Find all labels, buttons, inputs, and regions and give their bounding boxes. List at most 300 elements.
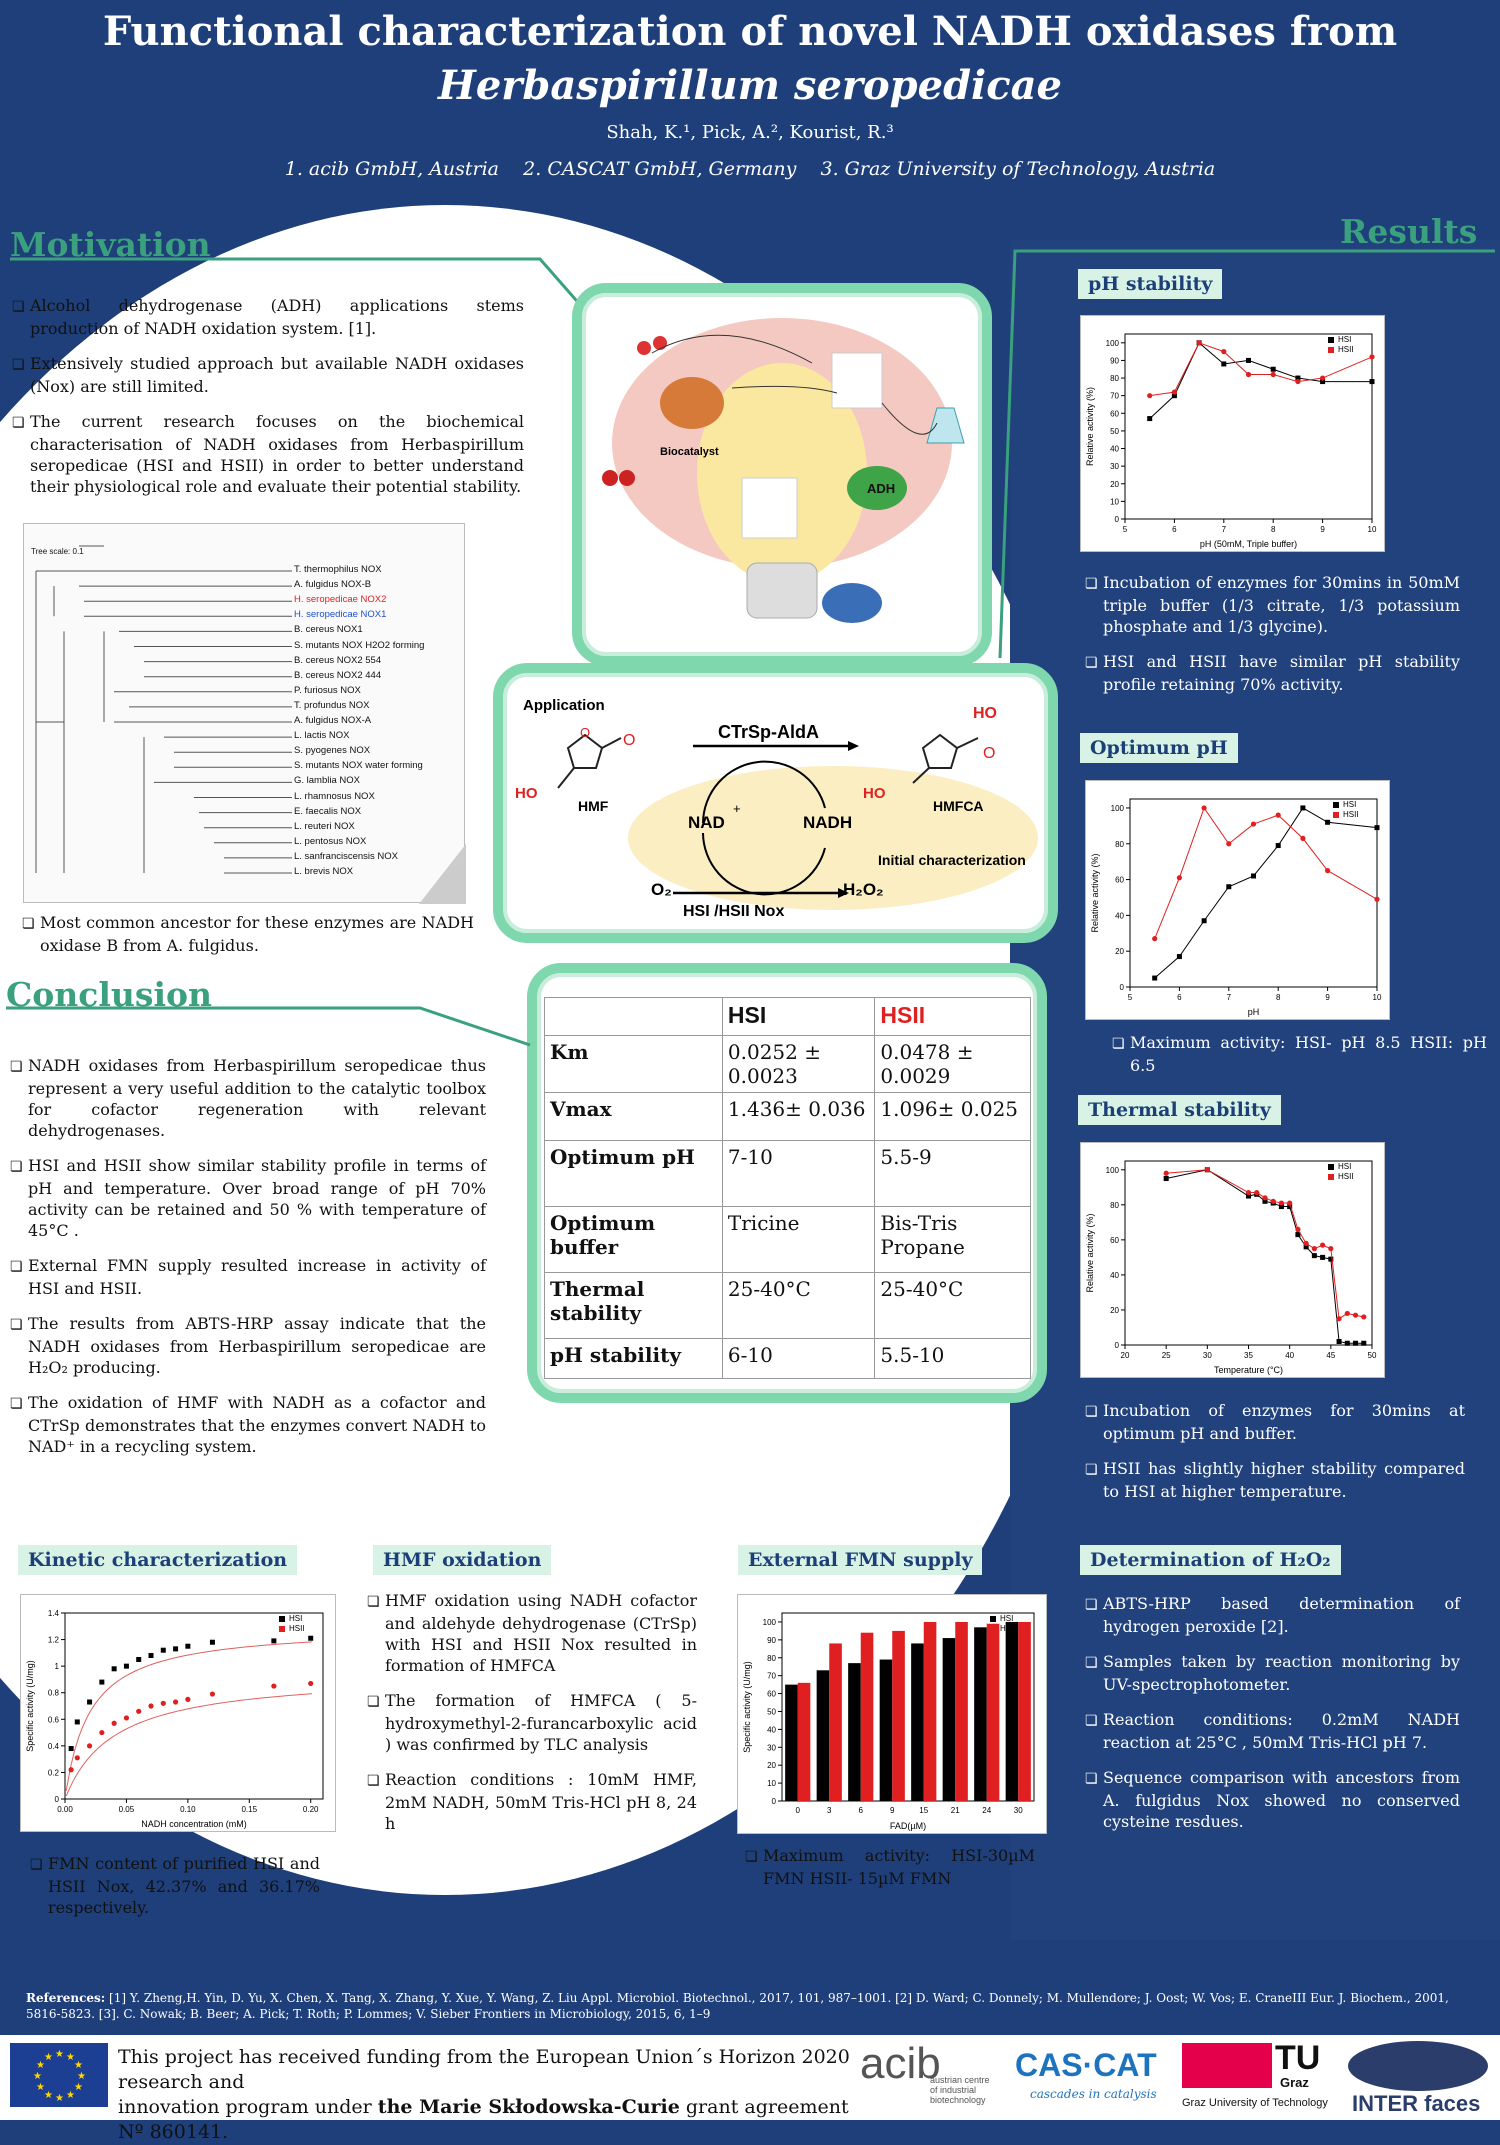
thermal-bullets: ❏ Incubation of enzymes for 30mins at optimum pH and buffer. ❏ HSII has slightly higher stability compared to HSI at higher temperature. bbox=[1085, 1400, 1465, 1516]
eu-star: ★ bbox=[77, 2071, 86, 2082]
point-hsii bbox=[1304, 1241, 1309, 1246]
y-tick-label: 90 bbox=[1110, 356, 1119, 366]
ph-stability-bullets: ❏ Incubation of enzymes for 30mins in 50mM triple buffer (1/3 citrate, 1/3 potassium phosphate and 1/3 glycine). ❏ HSI and HSII have similar pH stability profile retaining 70% activity. bbox=[1085, 572, 1460, 709]
tree-leaf-label: S. mutants NOX water forming bbox=[294, 760, 423, 772]
point-hsii bbox=[185, 1697, 190, 1702]
x-tick-label: 45 bbox=[1326, 1351, 1336, 1360]
illustration-card bbox=[572, 283, 992, 666]
motivation-bullet-3: ❏ The current research focuses on the biochemical characterisation of NADH oxidases from Herbaspirillum seropedicae (HSI and HSII) in order to better understand their physiological role and evaluate their potential stability. bbox=[12, 411, 524, 497]
y-tick-label: 100 bbox=[1105, 1165, 1119, 1175]
adh-label: ADH bbox=[867, 481, 896, 496]
tree-leaf-label: H. seropedicae NOX1 bbox=[294, 609, 387, 621]
tree-leaf-label: H. seropedicae NOX2 bbox=[294, 594, 387, 606]
x-axis-label: Temperature (°C) bbox=[1213, 1365, 1284, 1375]
h2o2-title: Determination of H₂O₂ bbox=[1080, 1545, 1341, 1575]
chart-thermal-stability bbox=[1080, 1142, 1385, 1378]
biocatalyst-label: Biocatalyst bbox=[660, 446, 719, 458]
point-hsi bbox=[185, 1644, 190, 1649]
eu-star: ★ bbox=[35, 2082, 45, 2093]
legend-entry: HSI bbox=[1000, 1614, 1014, 1623]
point-hsi bbox=[1276, 843, 1281, 848]
y-tick-label: 40 bbox=[1115, 911, 1124, 921]
y-tick-label: 20 bbox=[1110, 1305, 1119, 1315]
x-tick-label: 8 bbox=[1275, 993, 1281, 1002]
svg-text:O: O bbox=[623, 732, 636, 749]
tree-leaf-label: L. sanfranciscensis NOX bbox=[294, 850, 399, 862]
application-label: Application bbox=[523, 697, 605, 714]
point-hsii bbox=[1336, 1316, 1341, 1321]
bar-hsi bbox=[943, 1638, 956, 1801]
legend-entry: HSII bbox=[1338, 345, 1354, 354]
bar-hsi bbox=[974, 1627, 987, 1801]
chart-fmn bbox=[737, 1594, 1047, 1834]
table-header-hsi: HSI bbox=[722, 998, 875, 1036]
x-tick-label: 0.15 bbox=[241, 1805, 258, 1814]
tree-leaf-label: P. furiosus NOX bbox=[294, 684, 361, 696]
svg-text:HO: HO bbox=[515, 785, 538, 802]
eu-star: ★ bbox=[35, 2060, 45, 2071]
y-tick-label: 10 bbox=[1110, 497, 1119, 507]
x-tick-label: 0.05 bbox=[118, 1805, 135, 1814]
point-hsii bbox=[75, 1755, 80, 1760]
tree-leaf-label: L. brevis NOX bbox=[294, 866, 354, 877]
point-hsii bbox=[1251, 821, 1256, 826]
chart-ph-stability bbox=[1080, 315, 1385, 552]
tree-leaf-label: E. faecalis NOX bbox=[294, 805, 362, 817]
point-hsi bbox=[1320, 1255, 1325, 1260]
x-tick-label: 15 bbox=[919, 1806, 929, 1815]
x-tick-label: 9 bbox=[1320, 525, 1325, 534]
x-tick-label: 30 bbox=[1013, 1806, 1023, 1815]
legend-swatch bbox=[1328, 347, 1334, 353]
x-tick-label: 3 bbox=[827, 1806, 832, 1815]
point-hsi bbox=[1361, 1341, 1366, 1346]
series-line-hsii bbox=[1155, 808, 1377, 939]
eu-star: ★ bbox=[66, 2090, 75, 2102]
tree-leaf-label: L. lactis NOX bbox=[294, 730, 350, 742]
series-line-hsi bbox=[1155, 808, 1377, 978]
motivation-bullet-2: ❏ Extensively studied approach but available NADH oxidases (Nox) are still limited. bbox=[12, 353, 524, 397]
x-tick-label: 0.00 bbox=[57, 1805, 73, 1814]
y-tick-label: 0 bbox=[1114, 1341, 1119, 1350]
tree-leaf-label: T. thermophilus NOX bbox=[294, 564, 382, 575]
point-hsii bbox=[99, 1730, 104, 1735]
y-tick-label: 90 bbox=[767, 1635, 776, 1645]
point-hsi bbox=[69, 1746, 74, 1751]
acib-subtitle: austrian centre of industrial biotechnology bbox=[930, 2075, 990, 2105]
legend-entry: HSII bbox=[1000, 1624, 1016, 1633]
point-hsi bbox=[124, 1664, 129, 1669]
application-card bbox=[493, 663, 1058, 943]
cascat-logo: CAS·CAT bbox=[1015, 2047, 1157, 2083]
point-hsi bbox=[87, 1700, 92, 1705]
eu-star: ★ bbox=[33, 2071, 42, 2082]
enzyme-label: CTrSp-AldA bbox=[718, 722, 819, 742]
tree-leaf-label: L. rhamnosus NOX bbox=[294, 790, 375, 802]
point-hsi bbox=[112, 1666, 117, 1671]
y-tick-label: 40 bbox=[767, 1725, 776, 1735]
legend-swatch bbox=[1328, 1164, 1334, 1170]
y-tick-label: 60 bbox=[1115, 875, 1124, 885]
biocatalyst-protein-icon bbox=[660, 377, 724, 429]
page-curl bbox=[419, 844, 466, 904]
point-hsi bbox=[1337, 1339, 1342, 1344]
y-tick-label: 20 bbox=[1115, 947, 1124, 957]
point-hsii bbox=[210, 1691, 215, 1696]
point-hsi bbox=[1164, 1176, 1169, 1181]
y-tick-label: 50 bbox=[1110, 426, 1119, 436]
point-hsii bbox=[1254, 1190, 1259, 1195]
conclusion-bullets: ❏ NADH oxidases from Herbaspirillum seropedicae thus represent a very useful addition to the catalytic toolbox for cofactor regeneration with relevant dehydrogenases. ❏ HSI and HSII show similar stability profile in terms of pH and temperature. Over broad range of pH 70% activity can be retained and 50 % with temperature of 45°C . ❏ External FMN supply resulted increase in activity of HSI and HSII. ❏ The results from ABTS-HRP assay indicate that the NADH oxidases from Herbaspirillum seropedicae are H₂O₂ producing. ❏ The oxidation of HMF with NADH as a cofactor and CTrSp demonstrates that the enzymes convert NADH to NAD⁺ in a recycling system. bbox=[10, 1055, 486, 1471]
y-tick-label: 30 bbox=[767, 1743, 776, 1753]
y-tick-label: 20 bbox=[767, 1761, 776, 1771]
point-hsii bbox=[161, 1701, 166, 1706]
point-hsii bbox=[1164, 1171, 1169, 1176]
tu-graz-logo-mark bbox=[1182, 2043, 1272, 2088]
svg-text:H₂O₂: H₂O₂ bbox=[843, 880, 884, 899]
legend-entry: HSI bbox=[289, 1614, 303, 1623]
bar-hsii bbox=[1018, 1622, 1031, 1801]
results-heading: Results bbox=[1340, 212, 1478, 251]
point-hsii bbox=[1226, 841, 1231, 846]
point-hsi bbox=[1325, 820, 1330, 825]
y-tick-label: 0.4 bbox=[47, 1741, 59, 1751]
y-tick-label: 80 bbox=[1110, 374, 1119, 384]
svg-text:O: O bbox=[580, 725, 591, 740]
point-hsii bbox=[1361, 1314, 1366, 1319]
x-axis-label: FAD(µM) bbox=[889, 1821, 927, 1831]
point-hsi bbox=[271, 1638, 276, 1643]
y-tick-label: 40 bbox=[1110, 1270, 1119, 1280]
tree-leaf-label: A. fulgidus NOX-A bbox=[294, 715, 372, 726]
x-tick-label: 50 bbox=[1367, 1351, 1377, 1360]
table-row: Vmax 1.436± 0.036 1.096± 0.025 bbox=[545, 1093, 1031, 1141]
bar-hsii bbox=[798, 1683, 811, 1801]
y-tick-label: 100 bbox=[762, 1617, 776, 1627]
properties-table bbox=[544, 997, 1031, 1379]
point-hsii bbox=[1197, 340, 1202, 345]
point-hsii bbox=[1295, 1227, 1300, 1232]
eu-star: ★ bbox=[55, 2049, 64, 2060]
y-axis-label: Relative activity (%) bbox=[1090, 853, 1100, 933]
point-hsii bbox=[1262, 1195, 1267, 1200]
tree-scale: Tree scale: 0.1 bbox=[31, 547, 84, 556]
kinetic-title: Kinetic characterization bbox=[18, 1545, 297, 1575]
legend-swatch bbox=[1333, 812, 1339, 818]
y-tick-label: 80 bbox=[1110, 1200, 1119, 1210]
legend-swatch bbox=[279, 1626, 285, 1632]
nadh-label: NADH bbox=[803, 813, 853, 832]
fit-curve-hsi bbox=[66, 1642, 312, 1791]
y-axis-label: Specific activity (U/mg) bbox=[25, 1660, 35, 1752]
point-hsi bbox=[173, 1646, 178, 1651]
tree-leaf-label: T. profundus NOX bbox=[294, 699, 370, 711]
svg-text:HO: HO bbox=[863, 785, 886, 802]
point-hsii bbox=[1271, 372, 1276, 377]
point-hsii bbox=[1147, 393, 1152, 398]
x-tick-label: 10 bbox=[1372, 993, 1382, 1002]
point-hsii bbox=[1246, 1190, 1251, 1195]
point-hsi bbox=[99, 1680, 104, 1685]
hmfca-label: HMFCA bbox=[933, 798, 984, 814]
point-hsi bbox=[210, 1640, 215, 1645]
bar-hsii bbox=[861, 1633, 874, 1801]
point-hsi bbox=[1246, 358, 1251, 363]
references: References: [1] Y. Zheng,H. Yin, D. Yu, X. Chen, X. Tang, X. Zhang, Y. Xue, Y. Wang, Z. Liu Appl. Microbiol. Biotechnol., 2017, 101, 987–1001. [2] D. Ward; C. Donnely; M. Mullendore; J. Oost; W. Vos; E. CraneIII Eur. J. Biochem., 2001, 5816-5823. [3]. C. Nowak; B. Beer; A. Pick; T. Roth; P. Lommes; V. Sieber Frontiers in Microbiology, 2015, 6, 1–9 bbox=[26, 1991, 1449, 2021]
legend-swatch bbox=[1333, 802, 1339, 808]
point-hsi bbox=[149, 1653, 154, 1658]
y-tick-label: 1.2 bbox=[47, 1635, 59, 1645]
motivation-heading: Motivation bbox=[10, 225, 211, 264]
hmf-label: HMF bbox=[578, 798, 609, 814]
point-hsi bbox=[308, 1636, 313, 1641]
point-hsi bbox=[1221, 361, 1226, 366]
x-axis-label: pH (50mM, Triple buffer) bbox=[1199, 539, 1298, 549]
plot-frame bbox=[1125, 1161, 1372, 1345]
series-line-hsi bbox=[1150, 343, 1372, 419]
tu-subtitle: Graz University of Technology bbox=[1182, 2097, 1328, 2109]
interfaces-logo: INTER faces bbox=[1352, 2091, 1481, 2116]
legend-swatch bbox=[990, 1626, 996, 1632]
bar-hsi bbox=[785, 1685, 798, 1801]
point-hsii bbox=[1320, 375, 1325, 380]
tree-leaf-label: S. pyogenes NOX bbox=[294, 745, 371, 757]
table-row: Km 0.0252 ± 0.0023 0.0478 ± 0.0029 bbox=[545, 1036, 1031, 1093]
kinetic-bullets: ❏ FMN content of purified HSI and HSII Nox, 42.37% and 36.17% respectively. bbox=[30, 1853, 320, 1932]
point-hsii bbox=[1177, 875, 1182, 880]
cascat-subtitle: cascades in catalysis bbox=[1030, 2087, 1157, 2101]
point-hsi bbox=[1375, 825, 1380, 830]
motivation-bullets bbox=[12, 295, 524, 511]
table-row: Optimum buffer Tricine Bis-Tris Propane bbox=[545, 1207, 1031, 1273]
bar-hsii bbox=[924, 1622, 937, 1801]
point-hsii bbox=[136, 1709, 141, 1714]
poster-title: Functional characterization of novel NADH oxidases from bbox=[102, 8, 1398, 55]
x-tick-label: 30 bbox=[1202, 1351, 1212, 1360]
tree-leaf-label: B. cereus NOX2 444 bbox=[294, 669, 382, 681]
x-tick-label: 9 bbox=[890, 1806, 895, 1815]
table-row: pH stability 6-10 5.5-10 bbox=[545, 1339, 1031, 1379]
y-tick-label: 70 bbox=[767, 1671, 776, 1681]
y-tick-label: 20 bbox=[1110, 479, 1119, 489]
point-hsi bbox=[1312, 1253, 1317, 1258]
point-hsi bbox=[1202, 918, 1207, 923]
poster-title-organism: Herbaspirillum seropedicae bbox=[438, 62, 1062, 109]
bar-hsi bbox=[1006, 1622, 1019, 1801]
x-tick-label: 7 bbox=[1221, 525, 1227, 534]
point-hsii bbox=[1221, 349, 1226, 354]
legend-swatch bbox=[990, 1616, 996, 1622]
tree-note: ❏ Most common ancestor for these enzymes are NADH oxidase B from A. fulgidus. bbox=[22, 912, 474, 970]
y-tick-label: 1.4 bbox=[47, 1609, 59, 1618]
eu-star: ★ bbox=[44, 2051, 53, 2063]
legend-entry: HSII bbox=[1338, 1172, 1354, 1181]
point-hsii bbox=[271, 1683, 276, 1688]
table-header-hsii: HSII bbox=[875, 998, 1031, 1036]
y-tick-label: 0.6 bbox=[47, 1715, 59, 1725]
point-hsii bbox=[1295, 379, 1300, 384]
y-tick-label: 40 bbox=[1110, 444, 1119, 454]
bar-hsii bbox=[829, 1643, 842, 1801]
point-hsi bbox=[1152, 976, 1157, 981]
optimum-ph-bullets: ❏ Maximum activity: HSI- pH 8.5 HSII: pH 6.5 bbox=[1112, 1032, 1487, 1090]
legend-entry: HSII bbox=[289, 1624, 305, 1633]
point-hsii bbox=[308, 1681, 313, 1686]
y-tick-label: 60 bbox=[1110, 409, 1119, 419]
y-tick-label: 0 bbox=[1114, 515, 1119, 524]
tree-leaf-label: B. cereus NOX1 bbox=[294, 624, 363, 636]
point-hsi bbox=[136, 1657, 141, 1662]
tree-leaf-label: G. lamblia NOX bbox=[294, 775, 360, 787]
y-axis-label: Specific activity (U/mg) bbox=[742, 1661, 752, 1753]
point-hsii bbox=[1287, 1200, 1292, 1205]
fmn-title: External FMN supply bbox=[738, 1545, 982, 1575]
table-row: Optimum pH 7-10 5.5-9 bbox=[545, 1141, 1031, 1207]
point-hsi bbox=[1147, 416, 1152, 421]
point-hsii bbox=[1369, 354, 1374, 359]
authors: Shah, K.¹, Pick, A.², Kourist, R.³ bbox=[606, 122, 894, 143]
chart-kinetic bbox=[20, 1594, 336, 1832]
svg-text:HO: HO bbox=[973, 705, 997, 722]
x-tick-label: 35 bbox=[1244, 1351, 1253, 1360]
bar-hsi bbox=[848, 1663, 861, 1801]
y-tick-label: 70 bbox=[1110, 391, 1119, 401]
brain-bulb-illustration bbox=[582, 293, 982, 656]
bar-hsii bbox=[892, 1631, 905, 1801]
fit-curve-hsii bbox=[66, 1694, 312, 1796]
point-hsi bbox=[1345, 1341, 1350, 1346]
point-hsii bbox=[1205, 1167, 1210, 1172]
tu-logo: TU bbox=[1275, 2039, 1321, 2077]
svg-text:+: + bbox=[733, 801, 741, 816]
tree-leaf-label: B. cereus NOX2 554 bbox=[294, 654, 382, 666]
point-hsii bbox=[1353, 1313, 1358, 1318]
eu-flag-icon bbox=[10, 2043, 108, 2107]
legend-entry: HSII bbox=[1343, 810, 1359, 819]
y-tick-label: 10 bbox=[767, 1779, 776, 1789]
eu-star: ★ bbox=[74, 2060, 84, 2071]
x-tick-label: 21 bbox=[950, 1806, 960, 1815]
point-hsii bbox=[69, 1767, 74, 1772]
funding-statement: This project has received funding from the European Union´s Horizon 2020 research and innovation program under the Marie Skłodowska-Curie grant agreement Nº 860141. bbox=[118, 2046, 850, 2143]
legend-swatch bbox=[279, 1616, 285, 1622]
y-tick-label: 1 bbox=[54, 1662, 59, 1672]
x-tick-label: 0 bbox=[795, 1806, 800, 1815]
motivation-bullet-1: ❏ Alcohol dehydrogenase (ADH) applications stems production of NADH oxidation system. [1]. bbox=[12, 295, 524, 339]
point-hsii bbox=[1320, 1243, 1325, 1248]
x-tick-label: 9 bbox=[1325, 993, 1330, 1002]
point-hsi bbox=[1271, 367, 1276, 372]
point-hsii bbox=[112, 1721, 117, 1726]
legend-entry: HSI bbox=[1338, 335, 1352, 344]
point-hsii bbox=[87, 1743, 92, 1748]
point-hsii bbox=[1374, 897, 1379, 902]
svg-text:O: O bbox=[983, 745, 996, 762]
x-tick-label: 7 bbox=[1226, 993, 1232, 1002]
phylogenetic-tree bbox=[23, 523, 465, 903]
tree-leaf-label: A. fulgidus NOX-B bbox=[294, 579, 372, 591]
point-hsi bbox=[1370, 379, 1375, 384]
point-hsi bbox=[1177, 954, 1182, 959]
plot-frame bbox=[1130, 799, 1377, 987]
y-tick-label: 100 bbox=[1110, 803, 1124, 813]
point-hsii bbox=[1312, 1246, 1317, 1251]
bar-hsi bbox=[911, 1643, 924, 1801]
y-axis-label: Relative activity (%) bbox=[1085, 1213, 1095, 1293]
legend-entry: HSI bbox=[1338, 1162, 1352, 1171]
point-hsii bbox=[1328, 1246, 1333, 1251]
tree-leaf-label: L. reuteri NOX bbox=[294, 820, 355, 832]
hmf-oxidation-title: HMF oxidation bbox=[373, 1545, 551, 1575]
hmf-oxidation-bullets: ❏ HMF oxidation using NADH cofactor and aldehyde dehydrogenase (CTrSp) with HSI and HSII Nox resulted in formation of HMFCA ❏ The formation of HMFCA ( 5-hydroxymethyl-2-furancarboxylic acid ) was confirmed by TLC analysis ❏ Reaction conditions : 10mM HMF, 2mM NADH, 50mM Tris-HCl pH 8, 24 h bbox=[367, 1590, 697, 1848]
x-tick-label: 25 bbox=[1161, 1351, 1171, 1360]
x-tick-label: 6 bbox=[1172, 525, 1177, 534]
tree-leaf-label: L. pentosus NOX bbox=[294, 835, 367, 847]
point-hsii bbox=[1325, 868, 1330, 873]
x-tick-label: 10 bbox=[1367, 525, 1377, 534]
chart-optimum-ph bbox=[1085, 780, 1390, 1020]
point-hsii bbox=[124, 1715, 129, 1720]
point-hsi bbox=[75, 1719, 80, 1724]
bar-hsii bbox=[955, 1622, 968, 1801]
initial-characterization-label: Initial characterization bbox=[878, 852, 1026, 868]
x-tick-label: 20 bbox=[1120, 1351, 1130, 1360]
point-hsii bbox=[1152, 936, 1157, 941]
point-hsi bbox=[1353, 1341, 1358, 1346]
point-hsii bbox=[1271, 1199, 1276, 1204]
legend-swatch bbox=[1328, 337, 1334, 343]
y-tick-label: 100 bbox=[1105, 338, 1119, 348]
y-tick-label: 0 bbox=[1119, 983, 1124, 992]
legend-entry: HSI bbox=[1343, 800, 1357, 809]
ph-stability-title: pH stability bbox=[1078, 269, 1222, 299]
h2o2-bullets: ❏ ABTS-HRP based determination of hydrogen peroxide [2]. ❏ Samples taken by reaction monitoring by UV-spectrophotometer. ❏ Reaction conditions: 0.2mM NADH reaction at 25°C , 50mM Tris-HCl pH 7. ❏ Sequence comparison with ancestors from A. fulgidus Nox showed no conserved cysteine resdues. bbox=[1085, 1593, 1460, 1846]
tree-branches bbox=[24, 524, 466, 904]
y-tick-label: 0 bbox=[54, 1795, 59, 1804]
affiliations: 1. acib GmbH, Austria 2. CASCAT GmbH, Germany 3. Graz University of Technology, Austria bbox=[284, 158, 1216, 180]
fmn-bullets: ❏ Maximum activity: HSI-30µM FMN HSII- 15µM FMN bbox=[745, 1845, 1035, 1903]
x-tick-label: 8 bbox=[1270, 525, 1276, 534]
point-hsii bbox=[1202, 805, 1207, 810]
tree-leaf-label: S. mutants NOX H2O2 forming bbox=[294, 639, 425, 651]
eu-star: ★ bbox=[44, 2090, 53, 2102]
x-tick-label: 40 bbox=[1285, 1351, 1295, 1360]
x-axis-label: NADH concentration (mM) bbox=[141, 1819, 247, 1829]
bar-hsii bbox=[987, 1624, 1000, 1801]
y-tick-label: 80 bbox=[1115, 839, 1124, 849]
plot-frame bbox=[65, 1613, 323, 1799]
point-hsii bbox=[1246, 372, 1251, 377]
y-tick-label: 30 bbox=[1110, 462, 1119, 472]
eu-star: ★ bbox=[55, 2093, 64, 2104]
properties-card bbox=[527, 963, 1047, 1403]
point-hsii bbox=[1276, 813, 1281, 818]
eu-star: ★ bbox=[74, 2082, 84, 2093]
acib-logo: acib bbox=[860, 2039, 941, 2088]
y-tick-label: 0 bbox=[771, 1797, 776, 1806]
footer: ★ ★ ★ ★ ★ ★ ★ ★ ★ ★ ★ ★ This project has received funding from the European Union´s Horizon 2020 research and innovation program under the Marie Skłodowska-Curie grant agreement Nº 860141. acib austrian centre of industrial biotechnology CAS·CAT cascades in catalysis TU Graz Graz University of Technology INTER faces bbox=[0, 2035, 1500, 2120]
y-tick-label: 80 bbox=[767, 1653, 776, 1663]
x-tick-label: 5 bbox=[1122, 525, 1128, 534]
conclusion-heading: Conclusion bbox=[6, 975, 213, 1014]
y-tick-label: 0.8 bbox=[47, 1688, 59, 1698]
point-hsii bbox=[1300, 836, 1305, 841]
y-tick-label: 60 bbox=[767, 1689, 776, 1699]
point-hsii bbox=[1345, 1311, 1350, 1316]
y-tick-label: 0.2 bbox=[47, 1768, 59, 1778]
table-row: Thermal stability 25-40°C 25-40°C bbox=[545, 1273, 1031, 1339]
svg-text:O₂: O₂ bbox=[651, 880, 672, 899]
